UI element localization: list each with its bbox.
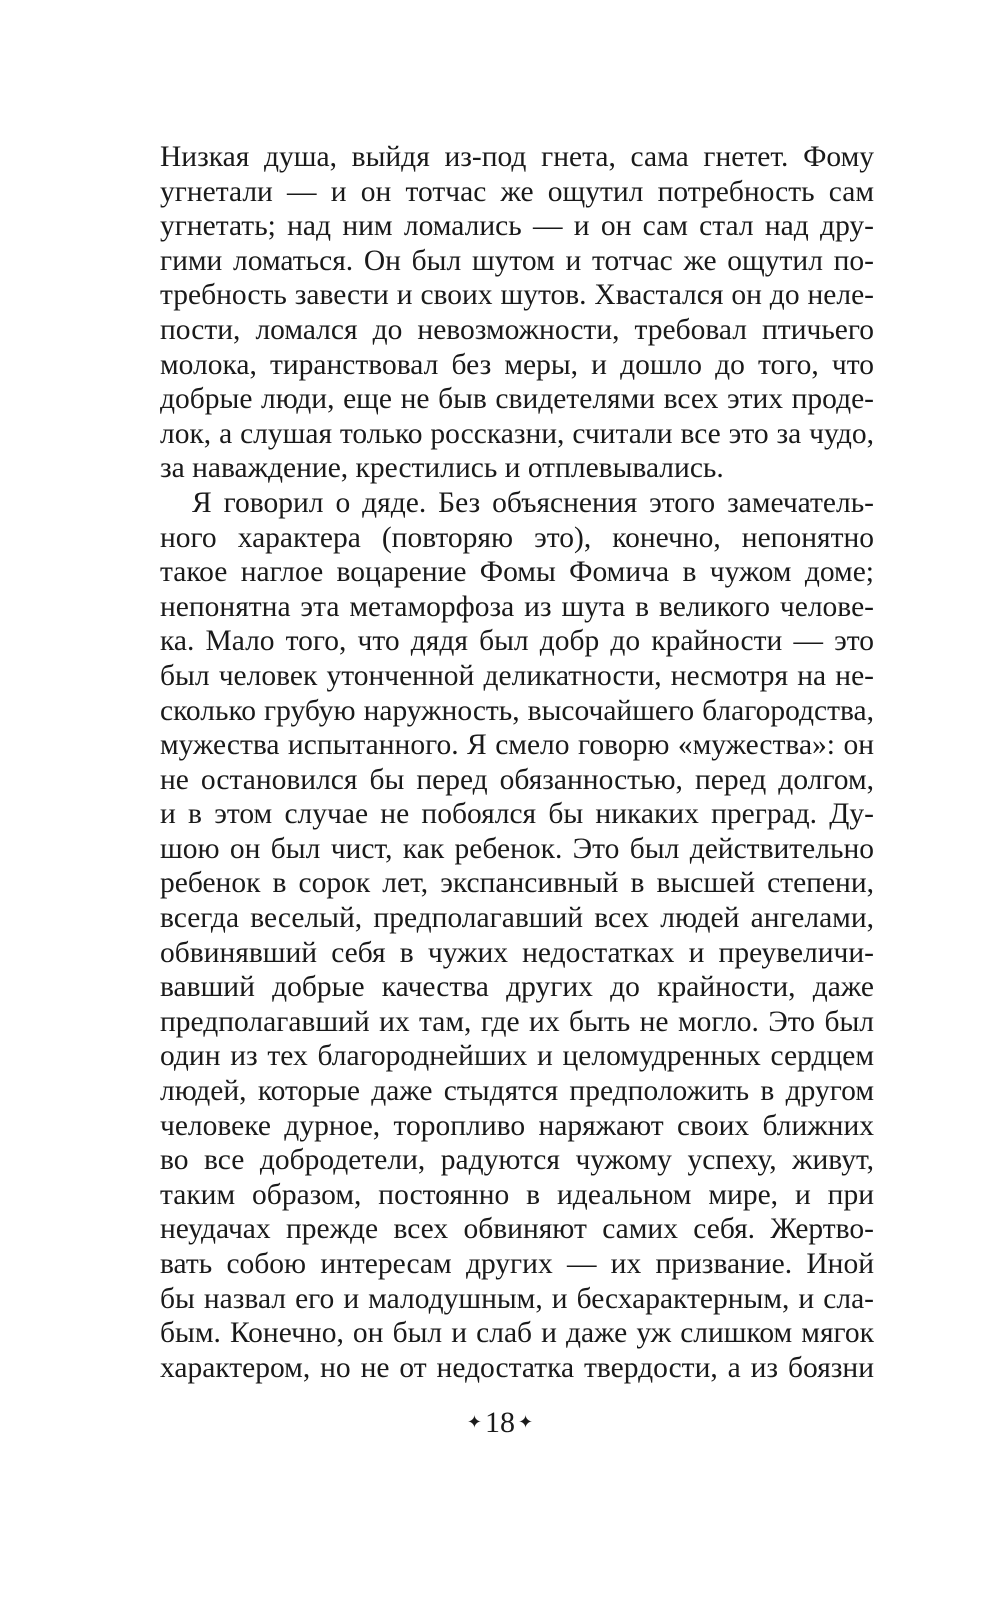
text-line: такое наглое воцарение Фомы Фомича в чужом доме;	[160, 556, 874, 589]
text-line: ка. Мало того, что дядя был добр до крайности — это	[160, 625, 874, 658]
text-line: таким образом, постоянно в идеальном мире, и при	[160, 1178, 874, 1211]
text-line: угнетали — и он тотчас же ощутил потребность сам	[160, 175, 874, 208]
body-text	[160, 140, 874, 1385]
text-line: непонятна эта метаморфоза из шута в великого челове-	[160, 590, 874, 623]
text-line: неудачах прежде всех обвиняют самих себя. Жертво-	[160, 1213, 874, 1246]
text-line: Низкая душа, выйдя из-под гнета, сама гнетет. Фому	[160, 141, 874, 173]
text-line: мужества испытанного. Я смело говорю «мужества»: он	[160, 729, 874, 762]
text-line: вавший добрые качества других до крайности, даже	[160, 971, 874, 1004]
text-line: предполагавший их там, где их быть не могло. Это был	[160, 1005, 874, 1038]
text-line: человеке дурное, торопливо наряжают своих ближних	[160, 1109, 874, 1142]
text-line: лок, а слушая только россказни, считали все это за чудо,	[160, 417, 874, 450]
text-line: угнетать; над ним ломались — и он сам стал над дру-	[160, 210, 874, 243]
text-line: был человек утонченной деликатности, несмотря на не-	[160, 659, 874, 692]
text-line: обвинявший себя в чужих недостатках и преувеличи-	[160, 936, 874, 969]
text-line: во все добродетели, радуются чужому успеху, живут,	[160, 1144, 874, 1177]
page-number: 18	[485, 1406, 515, 1439]
text-line: за наваждение, крестились и отплевывались.	[160, 452, 724, 485]
text-line: ребенок в сорок лет, экспансивный в высшей степени,	[160, 867, 874, 900]
text-line: не остановился бы перед обязанностью, перед долгом,	[160, 763, 874, 796]
text-line: людей, которые даже стыдятся предположить в другом	[160, 1075, 874, 1108]
text-line: молока, тиранствовал без меры, и дошло до того, что	[160, 348, 874, 381]
text-line: и в этом случае не побоялся бы никаких преград. Ду-	[160, 798, 874, 831]
star-ornament-icon: ✦	[518, 1412, 534, 1432]
text-line: сколько грубую наружность, высочайшего благородства,	[160, 694, 874, 727]
text-line: пости, ломался до невозможности, требовал птичьего	[160, 313, 874, 346]
paragraph-1	[160, 140, 874, 486]
text-line: шою он был чист, как ребенок. Это был действительно	[160, 832, 874, 865]
text-line: гими ломаться. Он был шутом и тотчас же ощутил по-	[160, 244, 874, 277]
text-line: характером, но не от недостатка твердости, а из боязни	[160, 1351, 874, 1384]
text-line: Я говорил о дяде. Без объяснения этого замечатель-	[192, 486, 874, 519]
paragraph-2	[160, 486, 874, 1385]
star-ornament-icon: ✦	[466, 1412, 482, 1432]
text-line: бы назвал его и малодушным, и бесхарактерным, и сла-	[160, 1282, 874, 1315]
text-line: ного характера (повторяю это), конечно, непонятно	[160, 521, 874, 554]
text-line: один из тех благороднейших и целомудренных сердцем	[160, 1040, 874, 1073]
text-line: вать собою интересам других — их призвание. Иной	[160, 1248, 874, 1280]
text-line: бым. Конечно, он был и слаб и даже уж слишком мягок	[160, 1317, 874, 1350]
text-line: всегда веселый, предполагавший всех людей ангелами,	[160, 902, 874, 935]
page-footer	[0, 1404, 1000, 1441]
text-line: требность завести и своих шутов. Хвастался он до неле-	[160, 279, 874, 312]
text-line: добрые люди, еще не быв свидетелями всех этих проде-	[160, 383, 874, 416]
